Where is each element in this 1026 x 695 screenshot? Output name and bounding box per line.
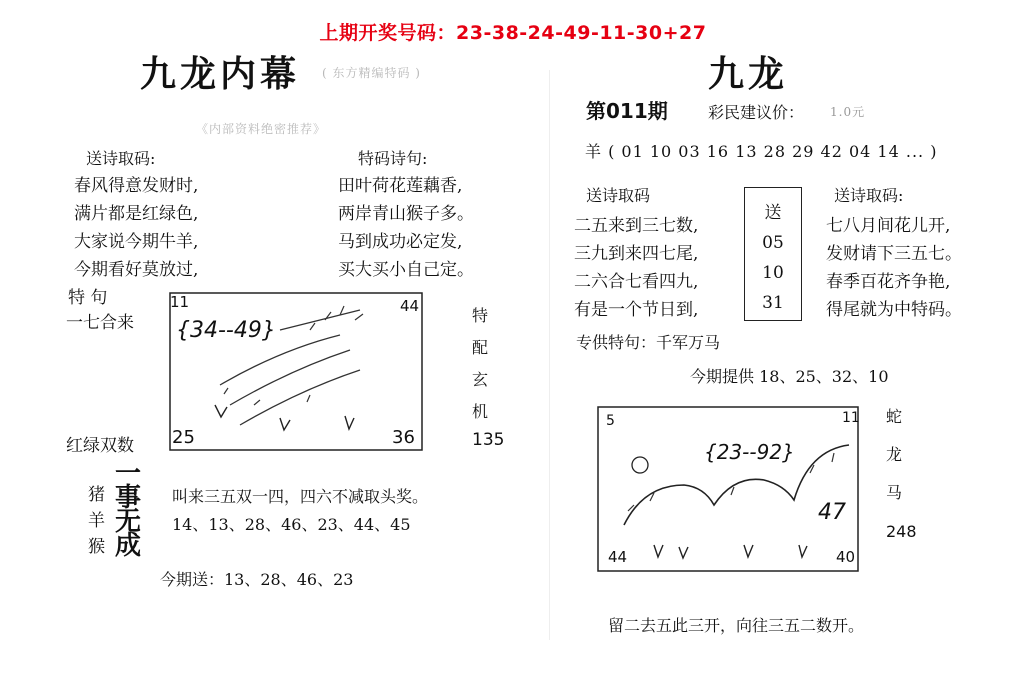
yishi-char: 无	[115, 507, 142, 537]
animal: 猪	[88, 485, 105, 505]
left-poem-b-title: 特码诗句:	[358, 149, 428, 168]
poem-line: 两岸青山猴子多。	[338, 204, 474, 224]
left-faint-header: ( 东方精编特码 )	[322, 66, 421, 80]
poem-line: 今期看好莫放过,	[74, 260, 199, 280]
yang-line: 羊 ( 01 10 03 16 13 28 29 42 04 14 ... )	[585, 142, 938, 161]
poem-line: 二五来到三七数,	[574, 216, 699, 236]
left-side-num: 135	[472, 430, 505, 450]
side-char: 马	[886, 483, 903, 502]
yishi-char: 成	[115, 531, 142, 561]
left-number-list: 14、13、28、46、23、44、45	[172, 515, 411, 534]
poem-line: 得尾就为中特码。	[826, 300, 962, 320]
right-sketch-bl: 44	[608, 548, 628, 566]
poem-line: 春季百花齐争艳,	[826, 272, 951, 292]
yishi-char: 一	[115, 459, 142, 489]
right-poem-a	[574, 212, 698, 324]
tigong-text: 今期提供 18、25、32、10	[690, 367, 889, 386]
left-side-chars	[472, 300, 488, 428]
animal: 猴	[88, 537, 105, 557]
song-box-item: 31	[762, 293, 784, 313]
left-sketch-inner: {34--49}	[176, 318, 276, 343]
song-box-item: 送	[764, 203, 782, 223]
right-title: 九龙	[708, 54, 789, 95]
right-sketch	[594, 405, 862, 575]
poem-line: 春风得意发财时,	[74, 176, 199, 196]
price-label: 彩民建议价：	[708, 103, 805, 122]
poem-line: 二六合七看四九,	[574, 272, 699, 292]
last-draw-numbers: 上期开奖号码：23-38-24-49-11-30+27	[319, 22, 707, 44]
left-sketch-bl: 25	[172, 427, 195, 448]
left-sketch-tl: 11	[170, 293, 190, 311]
side-char: 龙	[886, 445, 903, 464]
jinqi-song: 今期送：13、28、46、23	[160, 570, 354, 589]
poem-line: 大家说今期牛羊,	[74, 232, 199, 252]
side-char: 蛇	[886, 407, 903, 426]
left-sketch-br: 36	[392, 427, 415, 448]
right-sketch-br: 40	[836, 548, 856, 566]
jiaolai-text: 叫来三五双一四，四六不减取头奖。	[172, 487, 429, 506]
poem-line: 有是一个节日到,	[574, 300, 699, 320]
poem-line: 三九到来四七尾,	[574, 244, 699, 264]
left-poem-a	[74, 172, 198, 284]
zhuangong-text: 专供特句：千军万马	[576, 333, 721, 352]
price-faint: 1.0元	[830, 105, 866, 119]
song-box-item: 05	[762, 233, 784, 253]
side-char: 配	[472, 338, 489, 357]
poem-line: 发财请下三五七。	[826, 244, 962, 264]
right-sketch-inner: {23--92}	[704, 440, 795, 464]
left-sketch-tr: 44	[400, 297, 420, 315]
poem-line: 买大买小自己定。	[338, 260, 474, 280]
song-box-item: 10	[762, 263, 784, 283]
side-char: 特	[472, 306, 489, 325]
right-sketch-tr: 11	[842, 410, 860, 426]
song-box-values	[744, 198, 802, 318]
right-side-chars	[886, 398, 902, 512]
left-sketch	[160, 290, 430, 455]
right-sketch-mid: 47	[818, 500, 846, 525]
left-faint-sub: 《内部资料绝密推荐》	[196, 122, 327, 136]
te-ju-label: 特 句	[68, 288, 108, 308]
poem-line: 满片都是红绿色,	[74, 204, 199, 224]
left-poem-b	[338, 172, 474, 284]
poem-line: 七八月间花儿开,	[826, 216, 951, 236]
side-char: 玄	[472, 370, 489, 389]
right-poem-a-title: 送诗取码	[586, 186, 651, 205]
poem-line: 田叶荷花莲藕香,	[338, 176, 463, 196]
right-poem-b-title: 送诗取码:	[834, 186, 904, 205]
left-poem-a-title: 送诗取码:	[86, 149, 156, 168]
right-footer: 留二去五此三开，向往三五二数开。	[608, 616, 865, 635]
left-title: 九龙内幕	[140, 54, 301, 95]
hong-lv-label: 红绿双数	[66, 436, 134, 456]
issue-number: 第011期	[586, 99, 668, 123]
page-divider	[549, 70, 550, 640]
right-side-num: 248	[886, 522, 917, 541]
side-char: 机	[472, 402, 489, 421]
left-animals	[88, 482, 105, 560]
yishi-char: 事	[115, 483, 142, 513]
yishi-wucheng	[115, 459, 142, 561]
right-poem-b	[826, 212, 962, 324]
te-ju-text: 一七合来	[66, 313, 134, 333]
right-sketch-tl: 5	[606, 413, 615, 429]
animal: 羊	[88, 511, 105, 531]
poem-line: 马到成功必定发,	[338, 232, 463, 252]
